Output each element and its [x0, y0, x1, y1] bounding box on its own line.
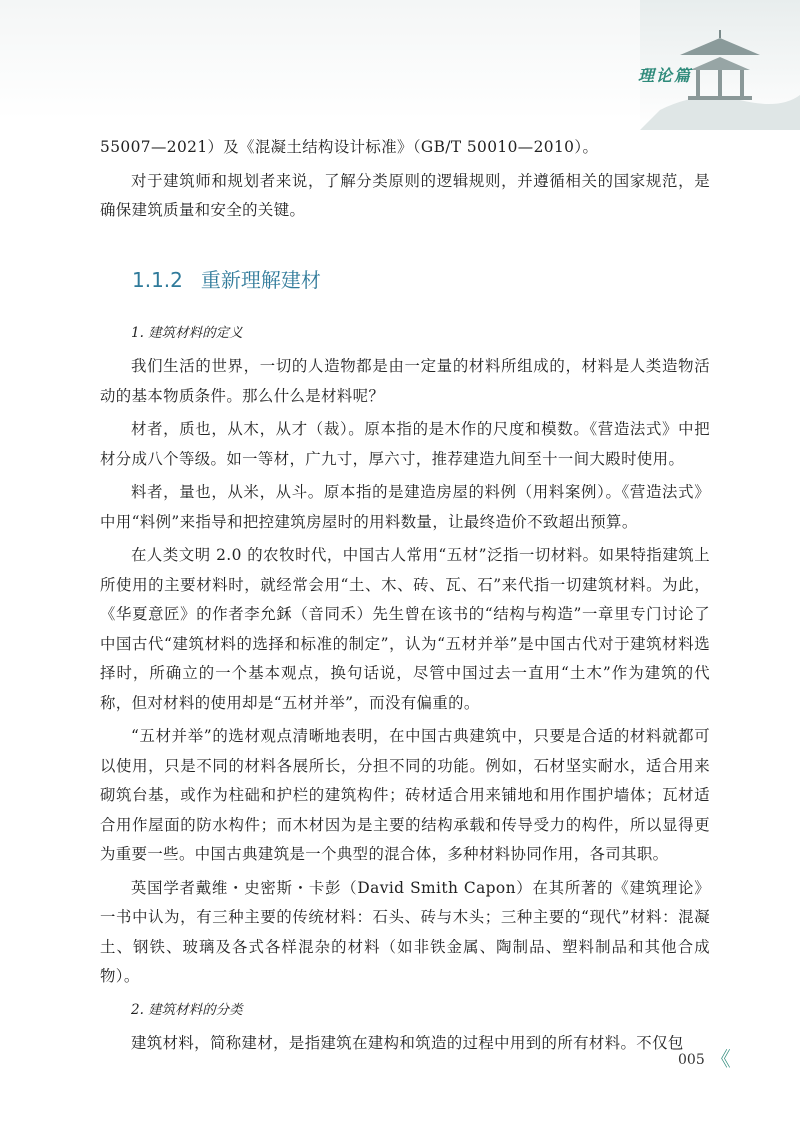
- section-number: 1.1.2: [132, 267, 183, 292]
- page-content: [100, 133, 710, 1063]
- subheading-classification: 2. 建筑材料的分类: [131, 1001, 243, 1018]
- paragraph-0: 55007—2021）及《混凝土结构设计标准》（GB/T 50010—2010）。: [100, 138, 599, 156]
- paragraph-1: 对于建筑师和规划者来说，了解分类原则的逻辑规则，并遵循相关的国家规范，是确保建筑质量和安全的关键。: [100, 171, 710, 219]
- page-number: 005: [678, 1052, 705, 1068]
- subheading-definition: 1. 建筑材料的定义: [131, 324, 243, 341]
- paragraph-8: 建筑材料，简称建材，是指建筑在建构和筑造的过程中用到的所有材料。不仅包: [131, 1034, 684, 1052]
- paragraph-3: 材者，质也，从木，从才（裁）。原本指的是木作的尺度和模数。《营造法式》中把材分成八个等级。如一等材，广九寸，厚六寸，推荐建造九间至十一间大殿时使用。: [100, 420, 710, 468]
- paragraph-6: “五材并举”的选材观点清晰地表明，在中国古典建筑中，只要是合适的材料就都可以使用，只是不同的材料各展所长，分担不同的功能。例如，石材坚实耐水，适合用来砌筑台基，或作为柱础和护栏的建筑构件；砖材适合用来铺地和用作围护墙体；瓦材适合用作屋面的防水构件；而木材因为是主要的结构承载和传导受力的构件，所以显得更为重要一些。中国古典建筑是一个典型的混合体，多种材料协同作用，各司其职。: [100, 727, 710, 863]
- paragraph-2: 我们生活的世界，一切的人造物都是由一定量的材料所组成的，材料是人类造物活动的基本物质条件。那么什么是材料呢？: [100, 357, 710, 405]
- paragraph-5: 在人类文明 2.0 的农牧时代，中国古人常用“五材”泛指一切材料。如果特指建筑上所使用的主要材料时，就经常会用“土、木、砖、瓦、石”来代指一切建筑材料。为此，《华夏意匠》的作者李允鉌（音同禾）先生曾在该书的“结构与构造”一章里专门讨论了中国古代“建筑材料的选择和标准的制定”，认为“五材并举”是中国古代对于建筑材料选择时，所确立的一个基本观点，换句话说，尽管中国过去一直用“土木”作为建筑的代称，但对材料的使用却是“五材并举”，而没有偏重的。: [100, 546, 710, 712]
- paragraph-7: 英国学者戴维・史密斯・卡彭（David Smith Capon）在其所著的《建筑理论》一书中认为，有三种主要的传统材料：石头、砖与木头；三种主要的“现代”材料：混凝土、钢铁、玻璃及各式各样混杂的材料（如非铁金属、陶制品、塑料制品和其他合成物）。: [100, 878, 710, 985]
- section-title: 重新理解建材: [200, 267, 321, 292]
- section-heading: [132, 264, 710, 293]
- paragraph-4: 料者，量也，从米，从斗。原本指的是建造房屋的料例（用料案例）。《营造法式》中用“料例”来指导和把控建筑房屋时的用料数量，让最终造价不致超出预算。: [100, 483, 710, 531]
- chevron-left-icon: 《: [710, 1047, 731, 1071]
- section-name: 理论篇: [637, 66, 692, 85]
- page-footer: [678, 1043, 731, 1072]
